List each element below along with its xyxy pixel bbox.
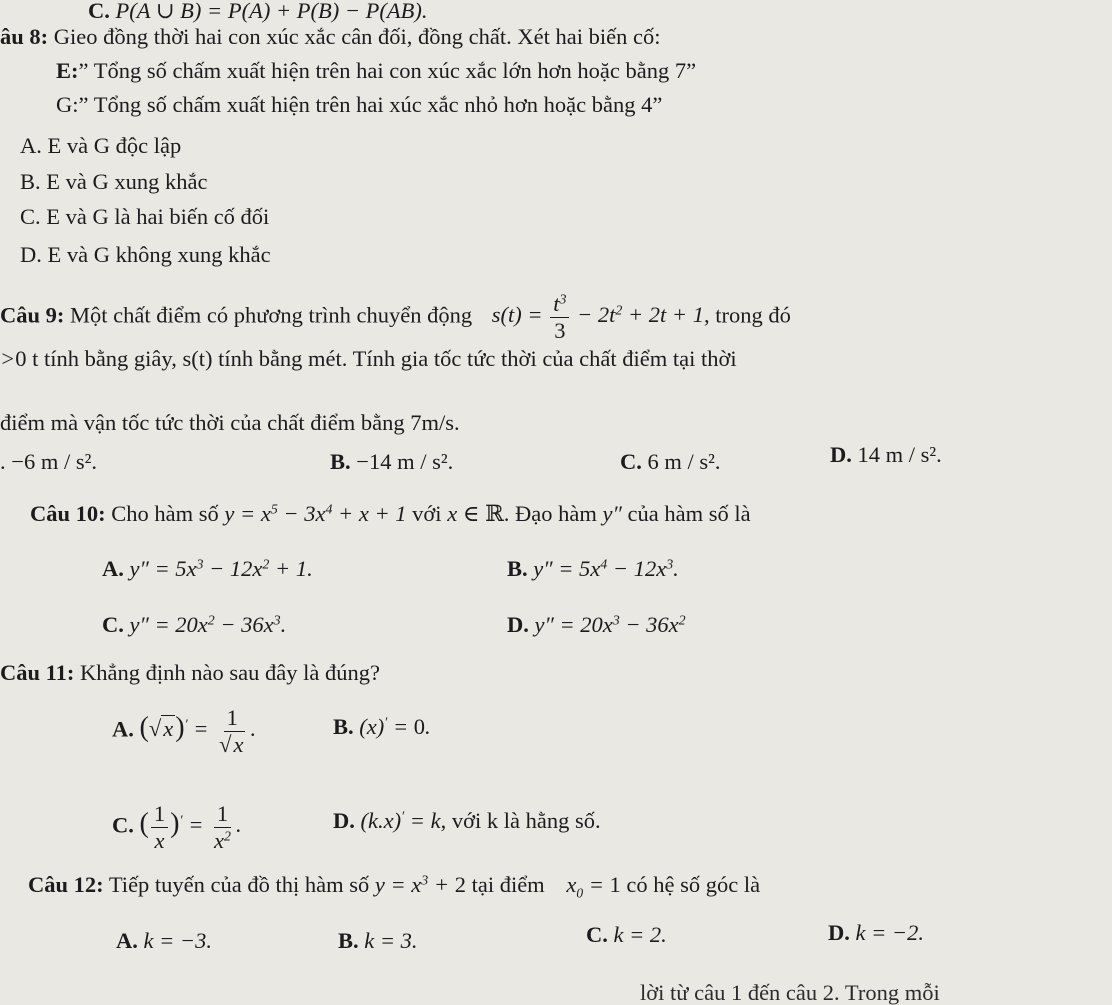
prev-option-c: C. P(A ∪ B) = P(A) + P(B) − P(AB). xyxy=(88,0,428,23)
event-g-text: ” Tổng số chấm xuất hiện trên hai xúc xắc nhỏ hơn hoặc bằng 4” xyxy=(78,92,663,117)
question-12-option-a: A. k = −3. xyxy=(116,928,212,953)
question-9-option-c: C. 6 m / s². xyxy=(620,449,721,474)
footer-partial-line: lời từ câu 1 đến câu 2. Trong mỗi xyxy=(640,980,940,1005)
question-9-option-b: B. −14 m / s². xyxy=(330,449,454,474)
question-11-option-b: B. (x)′ = 0. xyxy=(333,714,431,739)
question-8-stem: Gieo đồng thời hai con xúc xắc cân đối, đồng chất. Xét hai biến cố: xyxy=(48,24,661,49)
question-12-option-b: B. k = 3. xyxy=(338,928,418,953)
question-12-number: Câu 12: xyxy=(28,872,104,897)
question-10-option-b: B. $y'' = 5x^4 - 12x^3$. xyxy=(507,556,679,581)
question-10-header: Câu 10: Cho hàm số $y = x^5 - 3x^4 + x + 1$ với x ∈ ℝ. Đạo hàm y″ của hàm số là xyxy=(30,501,751,526)
question-10-option-a: A. $y'' = 5x^3 - 12x^2 + 1$. xyxy=(102,556,313,581)
question-12-option-d: D. k = −2. xyxy=(828,920,924,945)
question-11-option-a: A. (√x)′ = $\frac{1}{√x}$ . xyxy=(112,705,257,757)
question-9-line-3: điểm mà vận tốc tức thời của chất điểm bằng 7m/s. xyxy=(0,410,460,435)
question-12-header: Câu 12: Tiếp tuyến của đồ thị hàm số $y = x^3 + 2$ tại điểm $x_0 = 1$ có hệ số góc là xyxy=(28,872,761,901)
event-e: E:” Tổng số chấm xuất hiện trên hai con xúc xắc lớn hơn hoặc bằng 7” xyxy=(56,58,697,83)
question-12-option-c: C. k = 2. xyxy=(586,922,667,947)
question-10-option-d: D. $y'' = 20x^3 - 36x^2$ xyxy=(507,612,686,637)
question-10-number: Câu 10: xyxy=(30,501,106,526)
question-9-stem: Một chất điểm có phương trình chuyển động xyxy=(64,302,473,328)
question-11-header: Câu 11: Khẳng định nào sau đây là đúng? xyxy=(0,660,380,685)
question-9-number: Câu 9: xyxy=(0,302,65,328)
question-11-number: Câu 11: xyxy=(0,660,75,685)
question-10-option-c: C. $y'' = 20x^2 - 36x^3$. xyxy=(102,612,287,637)
question-9-option-a: . −6 m / s². xyxy=(0,449,97,474)
motion-equation: s(t) = $\frac{t^3}{3}$ − $2t^2 + 2t + 1$ xyxy=(491,291,704,343)
question-9-header: Câu 9: Một chất điểm có phương trình chuyển động s(t) = $\frac{t^3}{3}$ − $2t^2 + 2t + 1$, trong đó xyxy=(0,291,791,343)
function-12: $y = x^3 + 2$ xyxy=(374,872,466,897)
question-8-number: âu 8: xyxy=(0,24,49,49)
question-11-option-d: D. (k.x)′ = k, với k là hằng số. xyxy=(333,808,601,833)
question-9-line-2: >0 t tính bằng giây, s(t) tính bằng mét. Tính gia tốc tức thời của chất điểm tại thời xyxy=(0,346,737,371)
question-8-header xyxy=(0,26,661,49)
function-y: $y = x^5 - 3x^4 + x + 1$ xyxy=(224,501,407,526)
question-11-option-c: C. ( $\frac{1}{x}$ )′ = $\frac{1}{x^2}$ . xyxy=(112,801,242,853)
event-e-text: ” Tổng số chấm xuất hiện trên hai con xúc xắc lớn hơn hoặc bằng 7” xyxy=(78,58,697,83)
question-8-option-a: A. E và G độc lập xyxy=(20,133,182,158)
question-8-option-d: D. E và G không xung khắc xyxy=(20,242,271,267)
event-g: G:” Tổng số chấm xuất hiện trên hai xúc xắc nhỏ hơn hoặc bằng 4” xyxy=(56,92,663,117)
prev-option-c-expr: P(A ∪ B) = P(A) + P(B) − P(AB). xyxy=(115,0,428,23)
question-8-option-b: B. E và G xung khắc xyxy=(20,169,208,194)
question-9-option-d: D. 14 m / s². xyxy=(830,442,942,467)
question-8-option-c: C. E và G là hai biến cố đối xyxy=(20,204,270,229)
